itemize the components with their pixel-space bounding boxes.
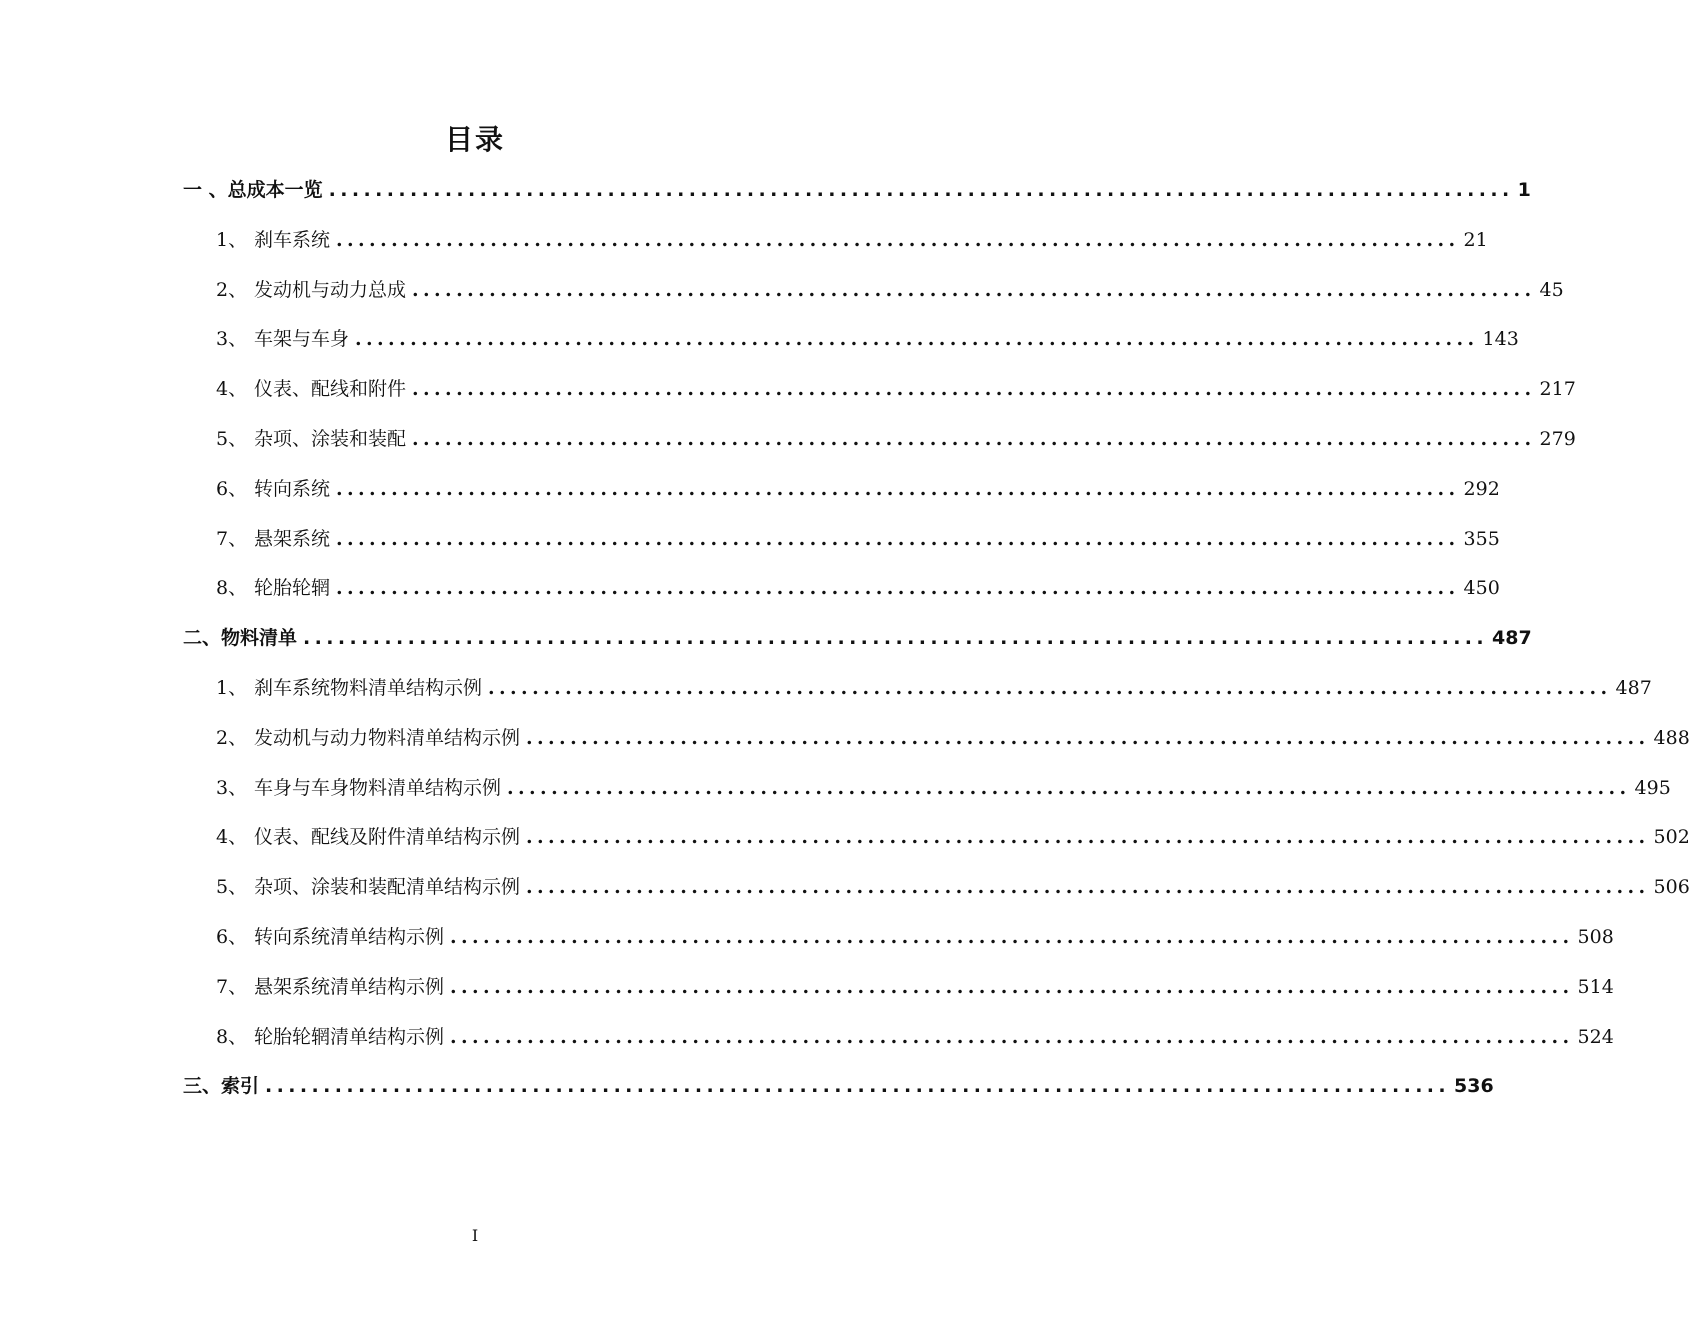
toc-entry-page: 502	[1653, 826, 1690, 849]
toc-leader-dots: ......................................................................................................	[336, 527, 1460, 550]
toc-entry[interactable]	[216, 774, 1671, 802]
toc-entry[interactable]	[216, 226, 1488, 254]
toc-entry-page: 217	[1539, 378, 1576, 401]
toc-leader-dots: ......................................................................................................	[526, 876, 1650, 899]
toc-entry-title: 发动机与动力物料清单结构示例	[254, 726, 521, 749]
toc-entry-number: 一 、	[183, 179, 228, 201]
toc-entry-label	[216, 923, 450, 951]
toc-leader-dots: ......................................................................................................	[336, 577, 1460, 600]
page-number: I	[471, 1226, 479, 1245]
toc-entry-number: 8、	[216, 1025, 248, 1048]
toc-entry[interactable]	[183, 176, 1531, 204]
toc-entry-title: 车身与车身物料清单结构示例	[254, 776, 502, 799]
toc-entry-label	[216, 1023, 450, 1051]
toc-entry[interactable]	[216, 475, 1500, 503]
toc-entry-number: 4、	[216, 378, 248, 401]
toc-entry-number: 7、	[216, 975, 248, 998]
toc-leader-dots: ......................................................................................................	[265, 1075, 1451, 1098]
toc-entry-page: 1	[1517, 179, 1531, 201]
toc-entry-title: 轮胎轮辋	[254, 577, 331, 600]
toc-entry-label	[216, 724, 526, 752]
toc-entry-number: 2、	[216, 278, 248, 301]
toc-leader-dots: ......................................................................................................	[412, 428, 1536, 450]
toc-entry-label	[183, 1072, 265, 1100]
toc-entry-label	[216, 574, 336, 602]
toc-entry-title: 刹车系统	[254, 228, 331, 251]
toc-entry-page: 508	[1577, 926, 1614, 948]
toc-entry-page: 536	[1454, 1075, 1494, 1098]
toc-entry-number: 5、	[216, 876, 248, 899]
toc-entry-title: 转向系统清单结构示例	[254, 926, 445, 948]
toc-entry[interactable]	[216, 375, 1576, 403]
toc-leader-dots: ......................................................................................................	[336, 477, 1460, 500]
toc-entry-label	[216, 774, 507, 802]
toc-leader-dots: ......................................................................................................	[488, 677, 1612, 699]
toc-entry-number: 4、	[216, 826, 248, 849]
toc-entry-title: 杂项、涂装和装配清单结构示例	[254, 876, 521, 899]
toc-entry-label	[216, 425, 412, 453]
toc-leader-dots: ......................................................................................................	[450, 1025, 1574, 1048]
toc-leader-dots: ......................................................................................................	[355, 328, 1479, 351]
toc-leader-dots: ......................................................................................................	[526, 826, 1650, 849]
toc-entry-page: 355	[1463, 527, 1500, 550]
toc-entry-title: 车架与车身	[254, 328, 350, 351]
toc-entry-page: 292	[1463, 477, 1500, 500]
toc-entry[interactable]	[216, 724, 1690, 752]
toc-entry-number: 5、	[216, 428, 248, 450]
toc-entry-title: 刹车系统物料清单结构示例	[254, 677, 483, 699]
toc-entry[interactable]	[216, 823, 1690, 851]
toc-entry-label	[183, 624, 303, 652]
toc-leader-dots: ......................................................................................................	[303, 627, 1489, 650]
toc-entry-number: 二、	[183, 627, 222, 650]
toc-entry[interactable]	[216, 1023, 1614, 1051]
toc-entry[interactable]	[216, 525, 1500, 553]
toc-leader-dots: ......................................................................................................	[526, 726, 1650, 749]
toc-entry-number: 3、	[216, 328, 248, 351]
toc-entry-title: 杂项、涂装和装配	[254, 428, 407, 450]
toc-entry-label	[183, 176, 329, 204]
toc-entry-title: 仪表、配线及附件清单结构示例	[254, 826, 521, 849]
toc-entry-label	[216, 226, 336, 254]
toc-leader-dots: ......................................................................................................	[507, 776, 1631, 799]
toc-entry-page: 279	[1539, 428, 1576, 450]
toc-entry-page: 514	[1577, 975, 1614, 998]
toc-entry-label	[216, 823, 526, 851]
toc-entry-label	[216, 276, 412, 304]
toc-entry-number: 1、	[216, 228, 248, 251]
toc-entry-page: 487	[1492, 627, 1532, 650]
toc-entry[interactable]	[216, 674, 1652, 702]
toc-entry-number: 3、	[216, 776, 248, 799]
toc-leader-dots: ......................................................................................................	[450, 926, 1574, 948]
toc-entry-title: 悬架系统	[254, 527, 331, 550]
toc-entry-title: 总成本一览	[227, 179, 323, 201]
toc-entry[interactable]	[216, 873, 1690, 901]
toc-entry-number: 7、	[216, 527, 248, 550]
toc-entry-title: 发动机与动力总成	[254, 278, 407, 301]
toc-leader-dots: ......................................................................................................	[328, 179, 1514, 201]
toc-entry[interactable]	[216, 923, 1614, 951]
toc-entry-number: 6、	[216, 477, 248, 500]
toc-entry-label	[216, 475, 336, 503]
toc-entry[interactable]	[216, 425, 1576, 453]
toc-leader-dots: ......................................................................................................	[412, 378, 1536, 401]
toc-entry-label	[216, 973, 450, 1001]
toc-entry-number: 6、	[216, 926, 248, 948]
toc-entry-title: 悬架系统清单结构示例	[254, 975, 445, 998]
toc-entry-title: 转向系统	[254, 477, 331, 500]
toc-entry-page: 524	[1577, 1025, 1614, 1048]
toc-entry-number: 1、	[216, 677, 248, 699]
toc-entry[interactable]	[216, 973, 1614, 1001]
toc-entry-page: 21	[1463, 228, 1488, 251]
page-title: 目录	[444, 123, 505, 156]
toc-entry-page: 506	[1653, 876, 1690, 899]
toc-entry-title: 仪表、配线和附件	[254, 378, 407, 401]
toc-entry-label	[216, 525, 336, 553]
toc-leader-dots: ......................................................................................................	[336, 228, 1460, 251]
toc-entry-page: 45	[1539, 278, 1564, 301]
toc-leader-dots: ......................................................................................................	[412, 278, 1536, 301]
toc-entry-title: 物料清单	[221, 627, 298, 650]
toc-leader-dots: ......................................................................................................	[450, 975, 1574, 998]
toc-entry-page: 495	[1634, 776, 1671, 799]
toc-entry-number: 三、	[183, 1075, 222, 1098]
toc-entry-title: 索引	[221, 1075, 260, 1098]
toc-entry-number: 8、	[216, 577, 248, 600]
toc-entry-page: 488	[1653, 726, 1690, 749]
toc-entry[interactable]	[183, 1072, 1494, 1100]
toc-entry-page: 487	[1615, 677, 1652, 699]
toc-entry-label	[216, 674, 488, 702]
toc-entry-label	[216, 873, 526, 901]
toc-entry[interactable]	[216, 574, 1500, 602]
toc-entry[interactable]	[183, 624, 1532, 652]
toc-entry-number: 2、	[216, 726, 248, 749]
toc-entry-label	[216, 325, 355, 353]
toc-entry-page: 450	[1463, 577, 1500, 600]
toc-entry[interactable]	[216, 325, 1519, 353]
toc-entry-page: 143	[1482, 328, 1519, 351]
toc-entry-label	[216, 375, 412, 403]
toc-entry[interactable]	[216, 276, 1564, 304]
toc-entry-title: 轮胎轮辋清单结构示例	[254, 1025, 445, 1048]
